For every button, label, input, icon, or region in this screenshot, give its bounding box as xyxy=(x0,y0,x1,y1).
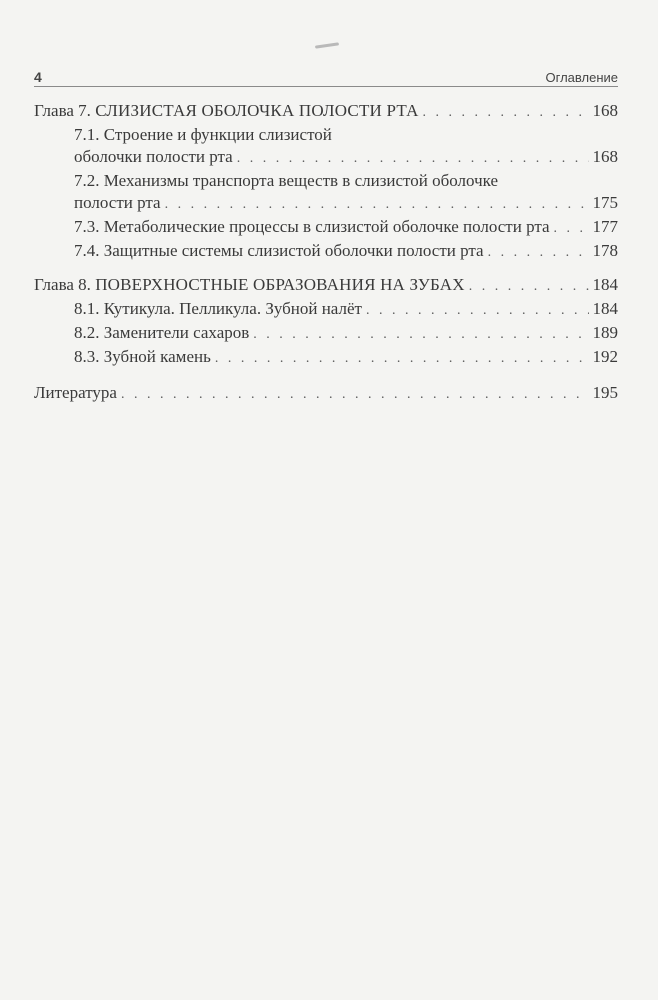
leader-dots xyxy=(165,194,589,216)
section-title-line2: оболочки полости рта xyxy=(74,147,233,166)
table-of-contents xyxy=(34,100,618,406)
page-ref: 184 xyxy=(592,299,618,318)
toc-entry-7-2[interactable] xyxy=(34,170,618,216)
header-rule xyxy=(34,86,618,87)
leader-dots xyxy=(253,324,588,346)
leader-dots xyxy=(366,300,589,322)
section-title: 8.2. Заменители сахаров xyxy=(74,323,250,342)
section-title: Литература xyxy=(34,383,117,402)
leader-dots xyxy=(237,148,589,170)
toc-entry-chapter-8[interactable] xyxy=(34,274,618,298)
leader-dots xyxy=(488,242,589,264)
toc-entry-7-4[interactable] xyxy=(34,240,618,264)
chapter-title: ПОВЕРХНОСТНЫЕ ОБРАЗОВАНИЯ НА ЗУБАХ xyxy=(95,275,465,294)
toc-entry-chapter-7[interactable] xyxy=(34,100,618,124)
page-ref: 195 xyxy=(592,383,618,402)
section-title: 7.3. Метаболические процессы в слизистой оболочке полости рта xyxy=(74,217,550,236)
page-ref: 192 xyxy=(592,347,618,366)
chapter-title: СЛИЗИСТАЯ ОБОЛОЧКА ПОЛОСТИ РТА xyxy=(95,101,419,120)
toc-entry-8-1[interactable] xyxy=(34,298,618,322)
page-ref: 178 xyxy=(592,241,618,260)
leader-dots xyxy=(469,276,589,298)
section-title: 7.4. Защитные системы слизистой оболочки полости рта xyxy=(74,241,484,260)
toc-entry-8-2[interactable] xyxy=(34,322,618,346)
leader-dots xyxy=(121,384,589,406)
page-ref: 168 xyxy=(592,101,618,120)
section-title: 8.1. Кутикула. Пелликула. Зубной налёт xyxy=(74,299,362,318)
page-ref: 189 xyxy=(592,323,618,342)
toc-entry-literature[interactable] xyxy=(34,382,618,406)
page-number: 4 xyxy=(34,69,42,85)
page-ref: 168 xyxy=(592,147,618,166)
page-header xyxy=(34,63,618,85)
leader-dots xyxy=(423,102,589,124)
toc-entry-8-3[interactable] xyxy=(34,346,618,370)
page-ref: 184 xyxy=(592,275,618,294)
toc-entry-7-1[interactable] xyxy=(34,124,618,170)
leader-dots xyxy=(215,348,589,370)
section-title: 8.3. Зубной камень xyxy=(74,347,211,366)
leader-dots xyxy=(554,218,589,240)
page-ref: 175 xyxy=(592,193,618,212)
running-title: Оглавление xyxy=(545,70,618,85)
chapter-prefix: Глава 8. xyxy=(34,275,96,294)
section-title-line1: 7.2. Механизмы транспорта веществ в слизистой оболочке xyxy=(74,171,499,190)
page-ref: 177 xyxy=(592,217,618,236)
section-title-line2: полости рта xyxy=(74,193,161,212)
section-title-line1: 7.1. Строение и функции слизистой xyxy=(74,125,332,144)
chapter-prefix: Глава 7. xyxy=(34,101,96,120)
print-smudge xyxy=(315,42,339,48)
toc-entry-7-3[interactable] xyxy=(34,216,618,240)
